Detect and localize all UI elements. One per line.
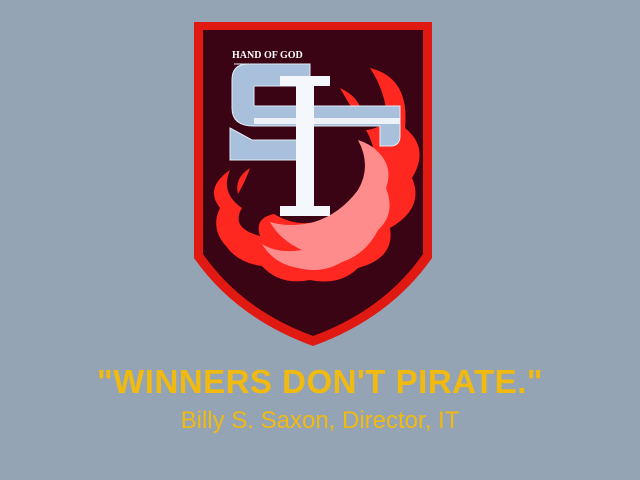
shield-emblem: [190, 18, 436, 350]
emblem-caption: HAND OF GOD: [232, 50, 303, 61]
slogan-attribution: Billy S. Saxon, Director, IT: [180, 407, 460, 434]
slogan-quote: "WINNERS DON'T PIRATE.": [96, 363, 544, 400]
